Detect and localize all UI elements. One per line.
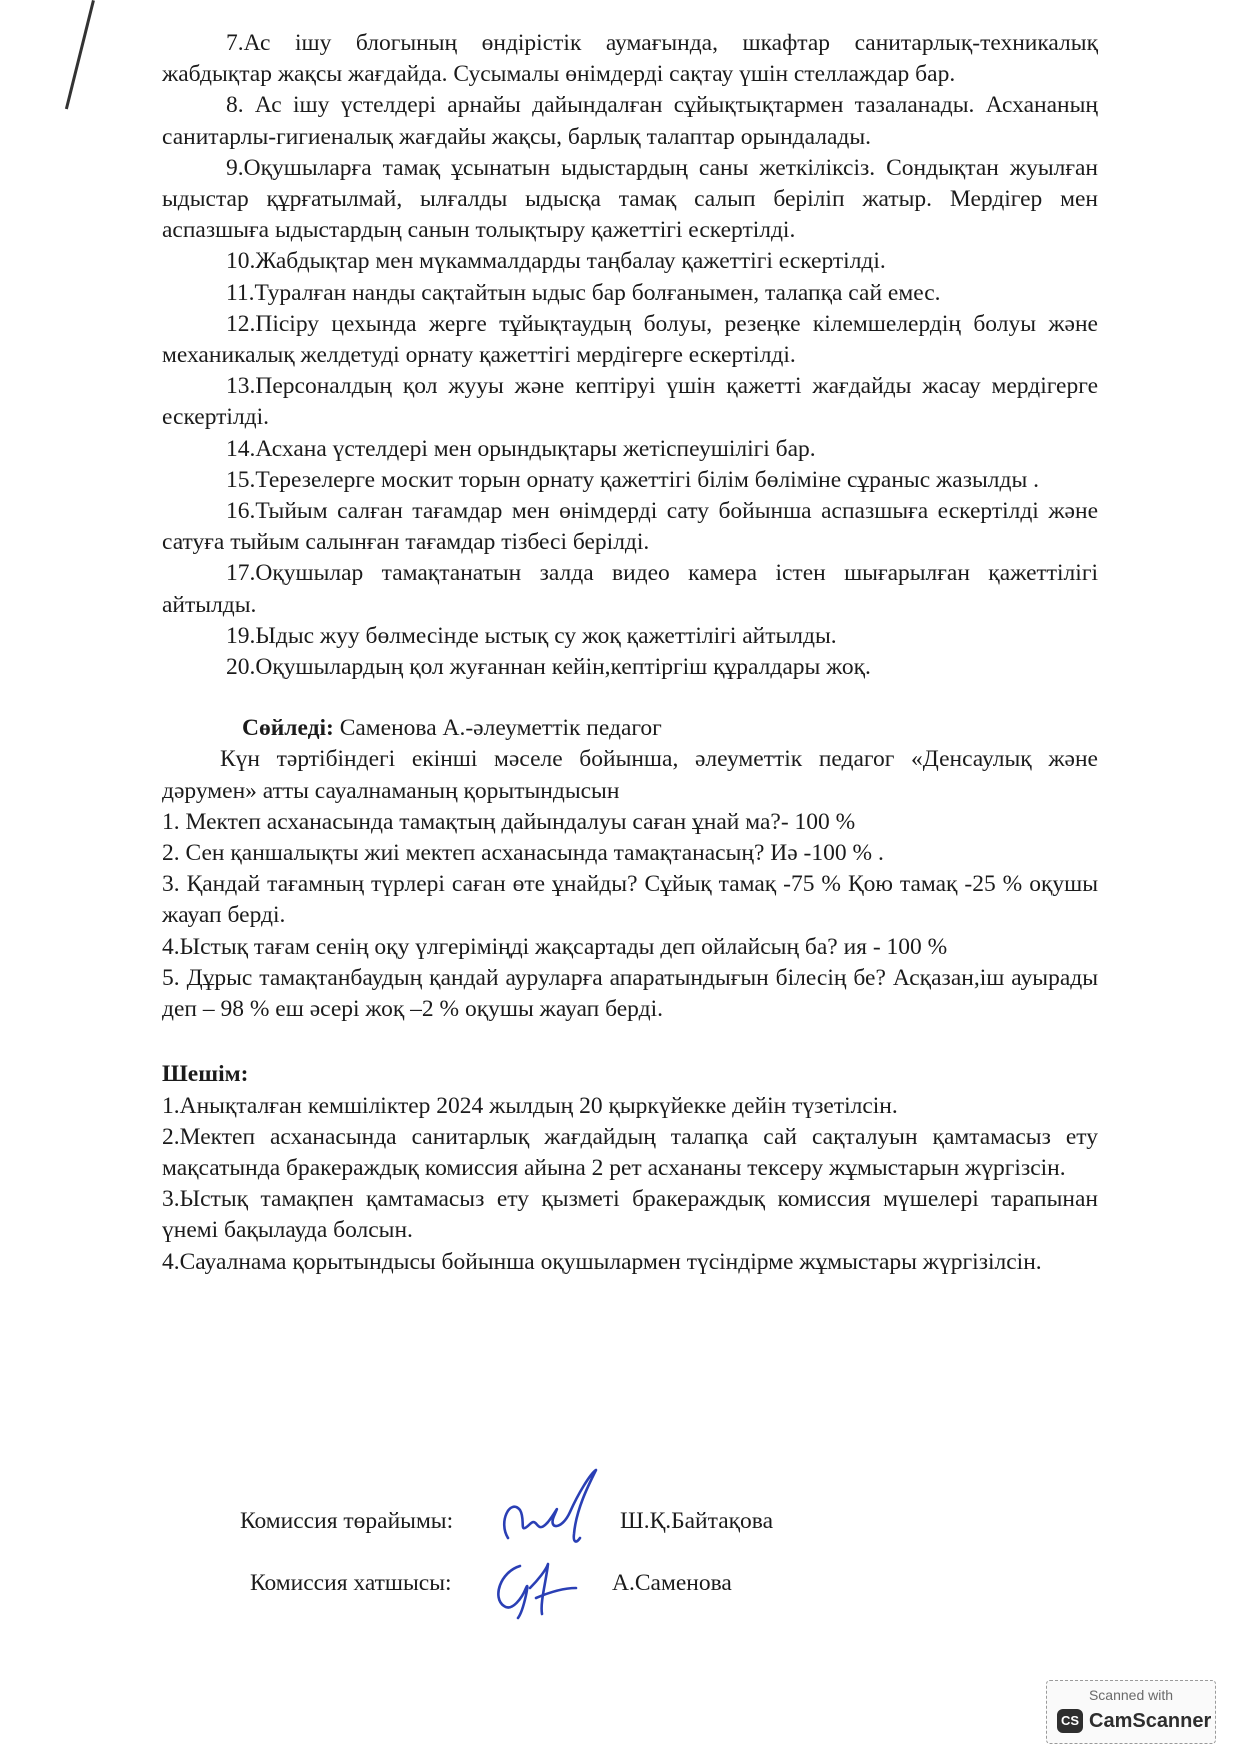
speaker-line [162, 713, 1098, 744]
paragraph-19: 19.Ыдыс жуу бөлмесінде ыстық су жоқ қажеттілігі айтылды. [226, 622, 837, 649]
chair-signature-row [0, 1508, 1240, 1548]
decision-heading: Шешім: [162, 1061, 249, 1088]
spacer [162, 1025, 1098, 1059]
survey-item-3: 3. Қандай тағамның түрлері саған өте ұнайды? Сұйық тамақ -75 % Қою тамақ -25 % оқушы жауап берді. [162, 871, 1098, 929]
decision-item-3: 3.Ыстық тамақпен қамтамасыз ету қызметі бракераждық комиссия мүшелері тарапынан үнемі бақылауда болсын. [162, 1186, 1098, 1244]
watermark-caption: Scanned with [1088, 1687, 1174, 1703]
survey-item-4: 4.Ыстық тағам сенің оқу үлгеріміңді жақсартады деп ойлайсың ба? ия - 100 % [162, 933, 948, 960]
secretary-name: А.Саменова [612, 1570, 732, 1596]
chair-signature-mark [490, 1464, 610, 1550]
paragraph-7: 7.Ас ішу блогының өндірістік аумағында, шкафтар санитарлық-техникалық жабдықтар жақсы жағдайда. Сусымалы өнімдерді сақтау үшін стеллаждар бар. [162, 30, 1098, 88]
paragraph-8: 8. Ас ішу үстелдері арнайы дайындалған сұйықтықтармен тазаланады. Асхананың санитарлы-гигиеналық жағдайы жақсы, барлық талаптар орындалады. [162, 92, 1098, 150]
paragraph-16: 16.Тыйым салған тағамдар мен өнімдерді сату бойынша аспазшыға ескертілді және сатуға тыйым салынған тағамдар тізбесі берілді. [162, 498, 1098, 556]
camscanner-watermark [1046, 1680, 1216, 1744]
paragraph-17: 17.Оқушылар тамақтанатын залда видео камера істен шығарылған қажеттілігі айтылды. [162, 560, 1098, 618]
survey-item-5: 5. Дұрыс тамақтанбаудың қандай ауруларға апаратындығын білесің бе? Асқазан,іш ауырады деп – 98 % еш әсері жоқ –2 % оқушы жауап берді. [162, 964, 1098, 1023]
paragraph-14: 14.Асхана үстелдері мен орындықтары жетіспеушілігі бар. [226, 435, 816, 462]
decision-item-4: 4.Сауалнама қорытындысы бойынша оқушылармен түсіндірме жұмыстары жүргізілсін. [162, 1248, 1042, 1275]
paragraph-12: 12.Пісіру цехында жерге тұйықтаудың болуы, резеңке кілемшелердің болуы және механикалық желдетуді орнату қажеттігі мердігерге ескертілді. [162, 310, 1098, 369]
decision-item-1: 1.Анықталған кемшіліктер 2024 жылдың 20 қыркүйекке дейін түзетілсін. [162, 1092, 898, 1119]
secretary-signature-mark [490, 1558, 590, 1622]
document-body [162, 28, 1098, 1278]
secretary-role: Комиссия хатшысы: [250, 1570, 452, 1596]
scan-edge-line [65, 0, 95, 109]
chair-role: Комиссия төрайымы: [240, 1508, 454, 1534]
paragraph-11: 11.Туралған нанды сақтайтын ыдыс бар болғанымен, талапқа сай емес. [226, 279, 941, 306]
speaker-label: Сөйледі: [242, 715, 334, 742]
spacer [162, 683, 1098, 713]
paragraph-15: 15.Терезелерге москит торын орнату қажеттігі білім бөліміне сұраныс жазылды . [226, 466, 1039, 493]
watermark-brand: CamScanner [1089, 1710, 1212, 1732]
decision-item-2: 2.Мектеп асханасында санитарлық жағдайдың талапқа сай сақталуын қамтамасыз ету мақсатында бракераждық комиссия айына 2 рет асхананы тексеру жұмыстарын жүргізсін. [162, 1123, 1098, 1181]
paragraph-13: 13.Персоналдың қол жууы және кептіруі үшін қажетті жағдайды жасау мердігерге ескертілді. [162, 373, 1098, 431]
paragraph-20: 20.Оқушылардың қол жуғаннан кейін,кептіргіш құралдары жоқ. [226, 654, 871, 681]
camscanner-logo-icon: CS [1057, 1709, 1083, 1733]
chair-name: Ш.Қ.Байтақова [620, 1508, 774, 1534]
speaker-name: Саменова А.-әлеуметтік педагог [333, 715, 662, 742]
survey-intro: Күн тәртібіндегі екінші мәселе бойынша, әлеуметтік педагог «Денсаулық және дәрумен» атты сауалнаманың қорытындысын [162, 746, 1098, 804]
survey-item-1: 1. Мектеп асханасында тамақтың дайындалуы саған ұнай ма?- 100 % [162, 808, 856, 835]
secretary-signature-row [0, 1570, 1240, 1610]
survey-item-2: 2. Сен қаншалықты жиі мектеп асханасында тамақтанасың? Иә -100 % . [162, 840, 884, 867]
paragraph-10: 10.Жабдықтар мен мүкаммалдарды таңбалау қажеттігі ескертілді. [226, 248, 886, 275]
paragraph-9: 9.Оқушыларға тамақ ұсынатын ыдыстардың саны жеткіліксіз. Сондықтан жуылған ыдыстар құрғатылмай, ылғалды ыдысқа тамақ салып беріліп жатыр. Мердігер мен аспазшыға ыдыстардың санын толықтыру қажеттігі ескертілді. [162, 154, 1098, 244]
